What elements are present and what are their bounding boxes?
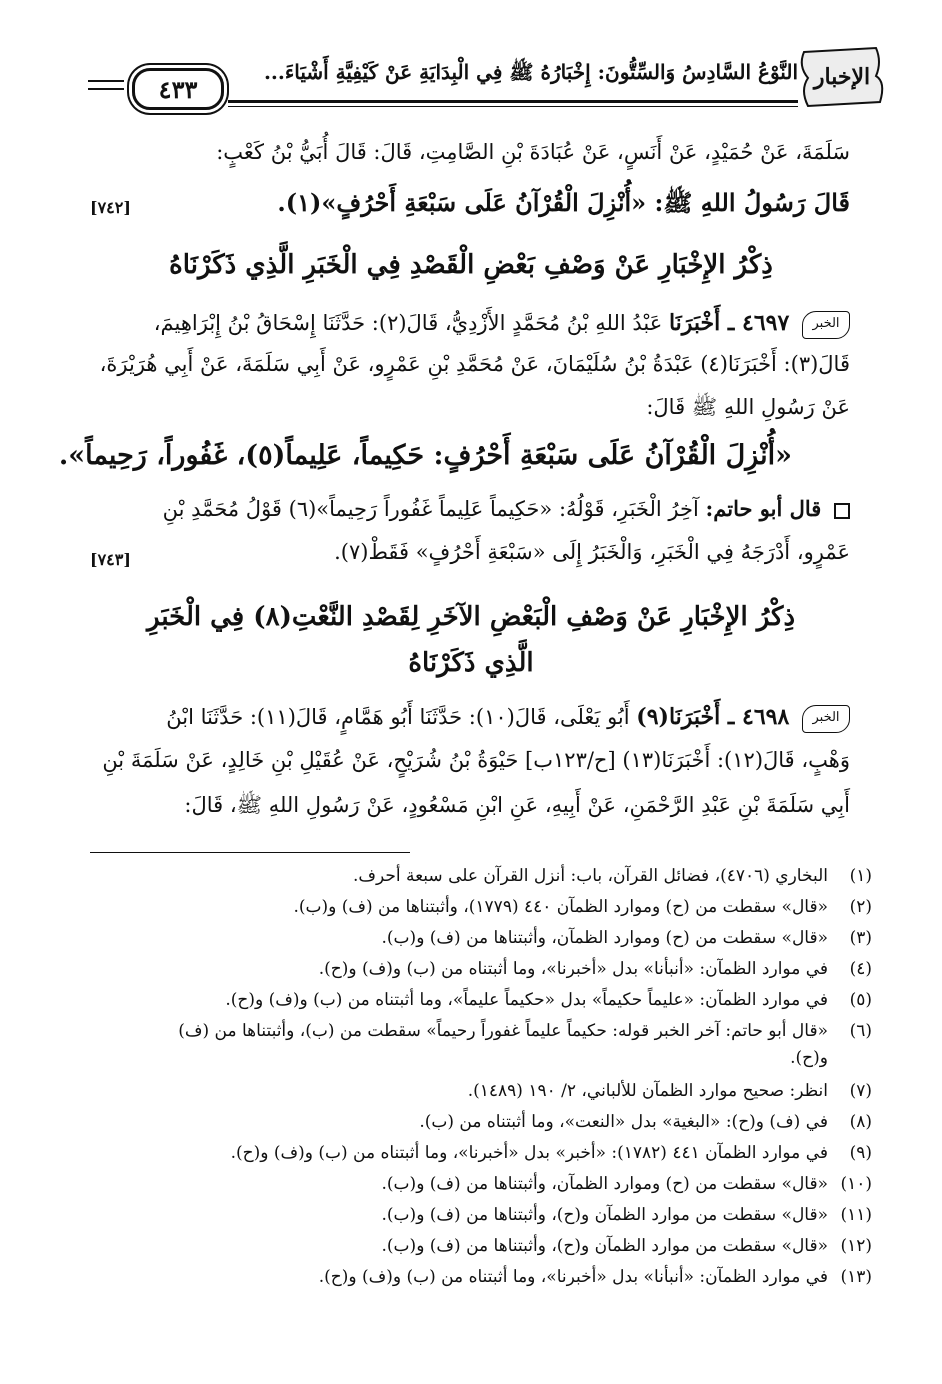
khabar-badge-icon: الخبر	[802, 705, 850, 733]
footnote-text: في موارد الظمآن: «أنبأنا» بدل «أخبرنا»، وما أثبتناه من (ب) و(ف) و(ح).	[318, 959, 828, 979]
running-title: النَّوْعُ السَّادِسُ وَالسِّتُّونَ: إِخْبَارُهُ ﷺ فِي الْبِدَايَةِ عَنْ كَيْفِيَّةِ أَشْيَاءَ...	[263, 60, 798, 84]
footnote-text: «قال» سقطت من (ح) وموارد الظمآن ٤٤٠ (١٧٧٩)، وأثبتناها من (ف) و(ب).	[293, 897, 828, 917]
page-number: ٤٣٣	[132, 68, 224, 110]
number-rule	[88, 80, 124, 82]
footnote-number: (١)	[849, 866, 872, 886]
footnote-number: (٣)	[849, 928, 872, 948]
hadith-number: ٤٦٩٧ ـ أَخْبَرَنَا	[668, 310, 790, 336]
reference-number: [٧٤٣]	[90, 550, 131, 569]
footnote-text: البخاري (٤٧٠٦)، فضائل القرآن، باب: أنزل القرآن على سبعة أحرف.	[352, 866, 828, 886]
text-line: عَنْ رَسُولِ اللهِ ﷺ قَالَ:	[646, 395, 850, 419]
footnote	[231, 1143, 872, 1163]
footnote-text: «قال» سقطت من موارد الظمآن و(ح)، وأثبتناها من (ف) و(ب).	[381, 1236, 828, 1256]
hadith-number: ٤٦٩٨ ـ أَخْبَرَنَا(٩)	[636, 704, 790, 730]
title-rule	[228, 100, 798, 103]
footnote-number: (٨)	[849, 1112, 872, 1132]
footnote	[382, 1205, 872, 1225]
footnote	[382, 1174, 872, 1194]
text-line: أَبِي سَلَمَةَ بْنِ عَبْدِ الرَّحْمَنِ، عَنْ أَبِيهِ، عَنِ ابْنِ مَسْعُودٍ، عَنْ رَسُولِ اللهِ ﷺ، قَالَ:	[184, 793, 850, 817]
reference-number: [٧٤٢]	[90, 198, 131, 217]
isnad-text: عَبْدُ اللهِ بْنُ مُحَمَّدٍ الأَزْدِيُّ، قَالَ(٢): حَدَّثَنَا إِسْحَاقُ بْنُ إِبْرَاهِيمَ،	[153, 311, 663, 335]
text-line: قَالَ(٣): أَخْبَرَنَا(٤) عَبْدَةُ بْنُ سُلَيْمَانَ، عَنْ مُحَمَّدِ بْنِ عَمْرٍو، عَنْ أَبِي سَلَمَةَ، عَنْ أَبِي هُرَيْرَةَ،	[99, 352, 850, 376]
footnote-text: في موارد الظمآن: «أنبأنا» بدل «أخبرنا»، وما أثبتناه من (ب) و(ف) و(ح).	[318, 1267, 828, 1287]
footnote-number: (١٣)	[840, 1267, 872, 1287]
footnote	[293, 897, 872, 917]
footnote-number: (١٠)	[840, 1174, 872, 1194]
section-heading: ذِكْرُ الإِخْبَارِ عَنْ وَصْفِ بَعْضِ الْقَصْدِ فِي الْخَبَرِ الَّذِي ذَكَرْنَاهُ	[169, 250, 773, 280]
footnote-text: في موارد الظمآن: «عليماً حكيماً» بدل «حكيماً عليماً»، وما أثبتناه من (ب) و(ف) و(ح).	[225, 990, 828, 1010]
page-header	[88, 42, 888, 114]
footnote-number: (٤)	[849, 959, 872, 979]
hadith-text: قَالَ رَسُولُ اللهِ ﷺ: «أُنْزِلَ الْقُرْآنُ عَلَى سَبْعَةِ أَحْرُفٍ»(١).	[277, 188, 850, 217]
footnote-number: (٥)	[849, 990, 872, 1010]
footnote-separator	[90, 852, 410, 853]
footnote-text: «قال أبو حاتم: آخر الخبر قوله: حكيماً عليماً غفوراً رحيماً» سقطت من (ب)، وأثبتناها من (ف)	[178, 1021, 828, 1041]
abu-hatim-label: قال أبو حاتم:	[705, 496, 822, 521]
footnote	[382, 928, 872, 948]
square-marker-icon	[834, 503, 850, 519]
footnote-continuation: و(ح).	[790, 1048, 828, 1068]
footnote-number: (١١)	[840, 1205, 872, 1225]
hadith-matn: «أُنْزِلَ الْقُرْآنُ عَلَى سَبْعَةِ أَحْرُفٍ: حَكِيماً، عَلِيماً(٥)، غَفُوراً، رَحِيماً».	[58, 440, 792, 471]
commentary-text: آخِرُ الْخَبَرِ، قَوْلُهُ: «حَكِيماً عَلِيماً غَفُوراً رَحِيماً»(٦) قَوْلُ مُحَمَّدِ بْنِ	[162, 497, 699, 521]
footnote	[382, 1236, 872, 1256]
footnote	[419, 1112, 872, 1132]
footnote-number: (٧)	[849, 1081, 872, 1101]
footnote-text: «قال» سقطت من (ح) وموارد الظمآن، وأثبتناها من (ف) و(ب).	[381, 1174, 828, 1194]
commentary-line	[163, 496, 850, 521]
text-line: سَلَمَةَ، عَنْ حُمَيْدٍ، عَنْ أَنَسٍ، عَنْ عُبَادَةَ بْنِ الصَّامِتِ، قَالَ: قَالَ أُبَيُّ بْنُ كَعْبٍ:	[216, 140, 850, 164]
footnote	[178, 1021, 872, 1041]
footnote-text: في (ف) و(ح): «البغية» بدل «النعت»، وما أثبتناه من (ب).	[419, 1112, 828, 1132]
footnote-number: (١٢)	[840, 1236, 872, 1256]
badge-label: الإخبار	[813, 64, 871, 90]
footnote-number: (٢)	[849, 897, 872, 917]
hadith-4697-line	[154, 310, 850, 339]
footnote	[319, 959, 872, 979]
khabar-badge-icon: الخبر	[802, 311, 850, 339]
title-rule-thin	[228, 106, 798, 107]
footnote-text: «قال» سقطت من موارد الظمآن و(ح)، وأثبتناها من (ف) و(ب).	[381, 1205, 828, 1225]
text-line: وَهْبٍ، قَالَ(١٢): أَخْبَرَنَا(١٣) [ح/١٢٣ب] حَيْوَةُ بْنُ شُرَيْحٍ، عَنْ عُقَيْلِ بْنِ خَالِدٍ، عَنْ سَلَمَةَ بْنِ	[102, 748, 850, 772]
number-rule	[88, 88, 124, 90]
chapter-badge	[796, 42, 888, 112]
section-heading: الَّذِي ذَكَرْنَاهُ	[408, 648, 534, 678]
footnote-number: (٦)	[849, 1021, 872, 1041]
footnote-text: انظر: صحيح موارد الظمآن للألباني، ٢/ ١٩٠ (١٤٨٩).	[467, 1081, 828, 1101]
isnad-text: أَبُو يَعْلَى، قَالَ(١٠): حَدَّثَنَا أَبُو هَمَّامٍ، قَالَ(١١): حَدَّثَنَا ابْنُ	[166, 705, 630, 729]
section-heading: ذِكْرُ الإِخْبَارِ عَنْ وَصْفِ الْبَعْضِ الآخَرِ لِقَصْدِ النَّعْتِ(٨) فِي الْخَبَرِ	[146, 602, 796, 632]
hadith-4698-line	[166, 704, 850, 733]
footnote-text: في موارد الظمآن ٤٤١ (١٧٨٢): «أخبر» بدل «أخبرنا»، وما أثبتناه من (ب) و(ف) و(ح).	[230, 1143, 828, 1163]
footnote-number: (٩)	[849, 1143, 872, 1163]
footnote	[353, 866, 872, 886]
footnote-text: «قال» سقطت من (ح) وموارد الظمآن، وأثبتناها من (ف) و(ب).	[381, 928, 828, 948]
footnote	[319, 1267, 872, 1287]
footnote	[468, 1081, 872, 1101]
footnote	[225, 990, 872, 1010]
text-line: عَمْرٍو، أَدْرَجَهُ فِي الْخَبَرِ، وَالْخَبَرُ إِلَى «سَبْعَةِ أَحْرُفٍ» فَقَطْ(٧).	[334, 540, 850, 564]
